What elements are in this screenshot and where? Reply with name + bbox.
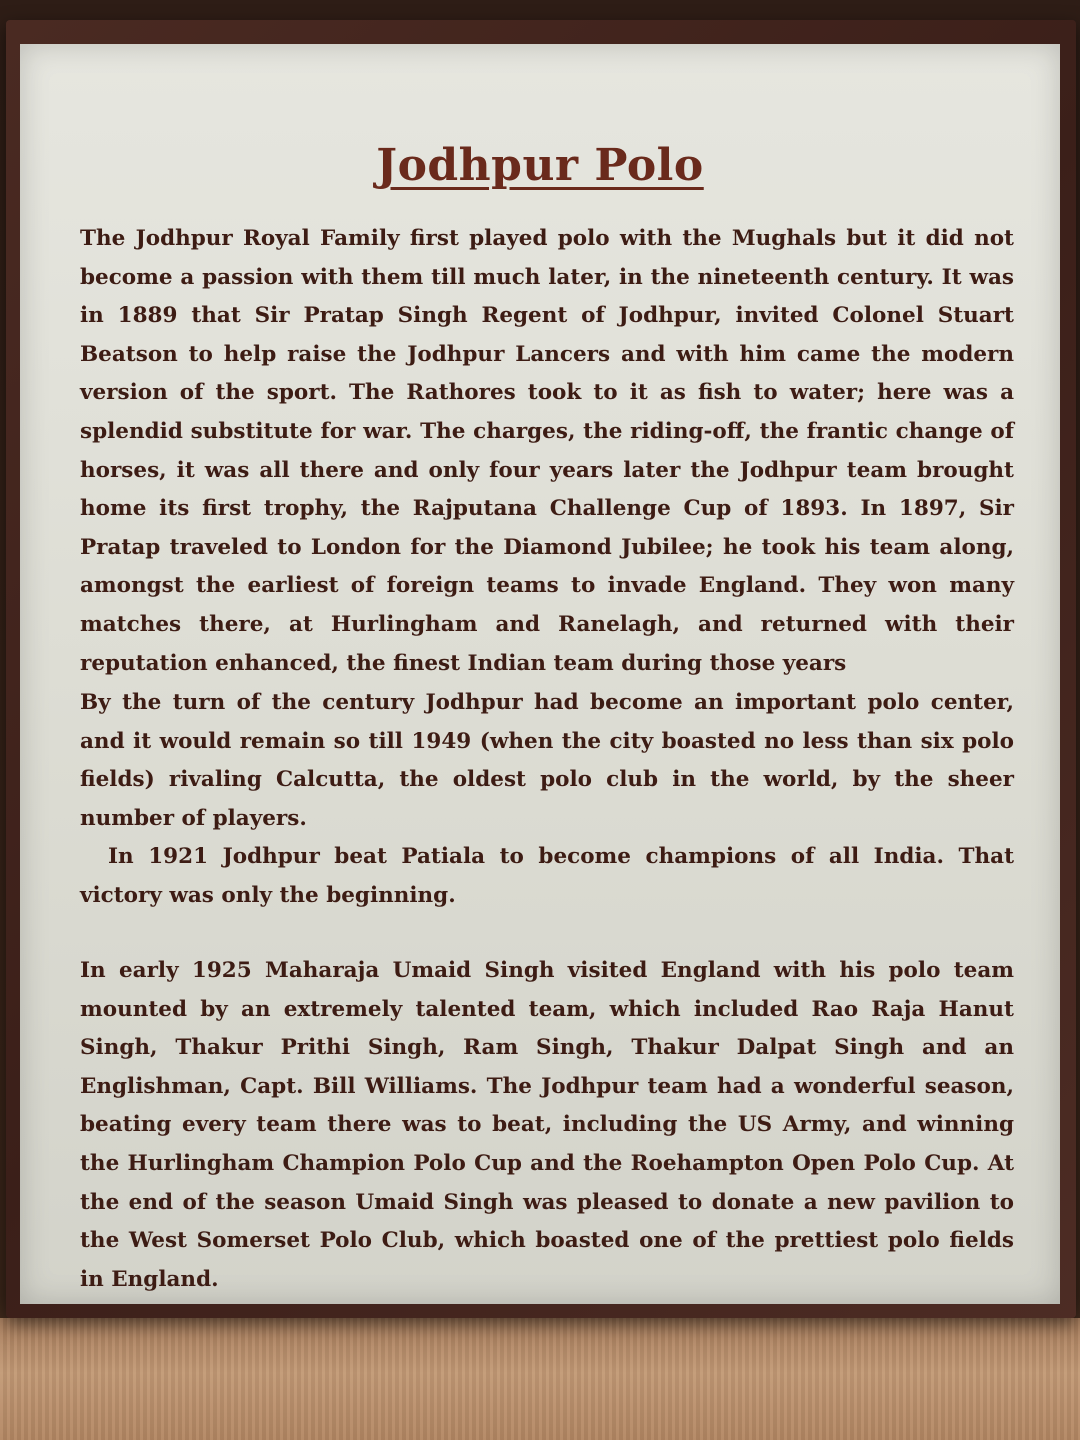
wooden-surface [0, 1318, 1080, 1440]
paragraph-1925: In early 1925 Maharaja Umaid Singh visited England with his polo team mounted by an extremely talented team, which included Rao Raja Hanut Singh, Thakur Prithi Singh, Ram Singh, Thakur Dalpat Singh and an Englishman, Capt. Bill Williams. The Jodhpur team had a wonderful season, beating every team there was to beat, including the US Army, and winning the Hurlingham Champion Polo Cup and the Roehampton Open Polo Cup. At the end of the season Umaid Singh was pleased to donate a new pavilion to the West Somerset Polo Club, which boasted one of the prettiest polo fields in England. [80, 958, 1014, 1292]
paragraph-century: By the turn of the century Jodhpur had become an important polo center, and it would remain so till 1949 (when the city boasted no less than six polo fields) rivaling Calcutta, the oldest polo club in the world, by the sheer number of players. [80, 690, 1014, 831]
plaque-title: Jodhpur Polo [376, 140, 704, 191]
paragraph-history: The Jodhpur Royal Family first played polo with the Mughals but it did not become a passion with them till much later, in the nineteenth century. It was in 1889 that Sir Pratap Singh Regent of Jodhpur, invited Colonel Stuart Beatson to help raise the Jodhpur Lancers and with him came the modern version of the sport. The Rathores took to it as fish to water; here was a splendid substitute for war. The charges, the riding-off, the frantic change of horses, it was all there and only four years later the Jodhpur team brought home its first trophy, the Rajputana Challenge Cup of 1893. In 1897, Sir Pratap traveled to London for the Diamond Jubilee; he took his team along, amongst the earliest of foreign teams to invade England. They won many matches there, at Hurlingham and Ranelagh, and returned with their reputation enhanced, the finest Indian team during those years [80, 226, 1014, 676]
plaque-panel [20, 44, 1060, 1304]
picture-frame [6, 20, 1076, 1318]
paragraph-1921: In 1921 Jodhpur beat Patiala to become champions of all India. That victory was only the beginning. [80, 844, 1014, 908]
